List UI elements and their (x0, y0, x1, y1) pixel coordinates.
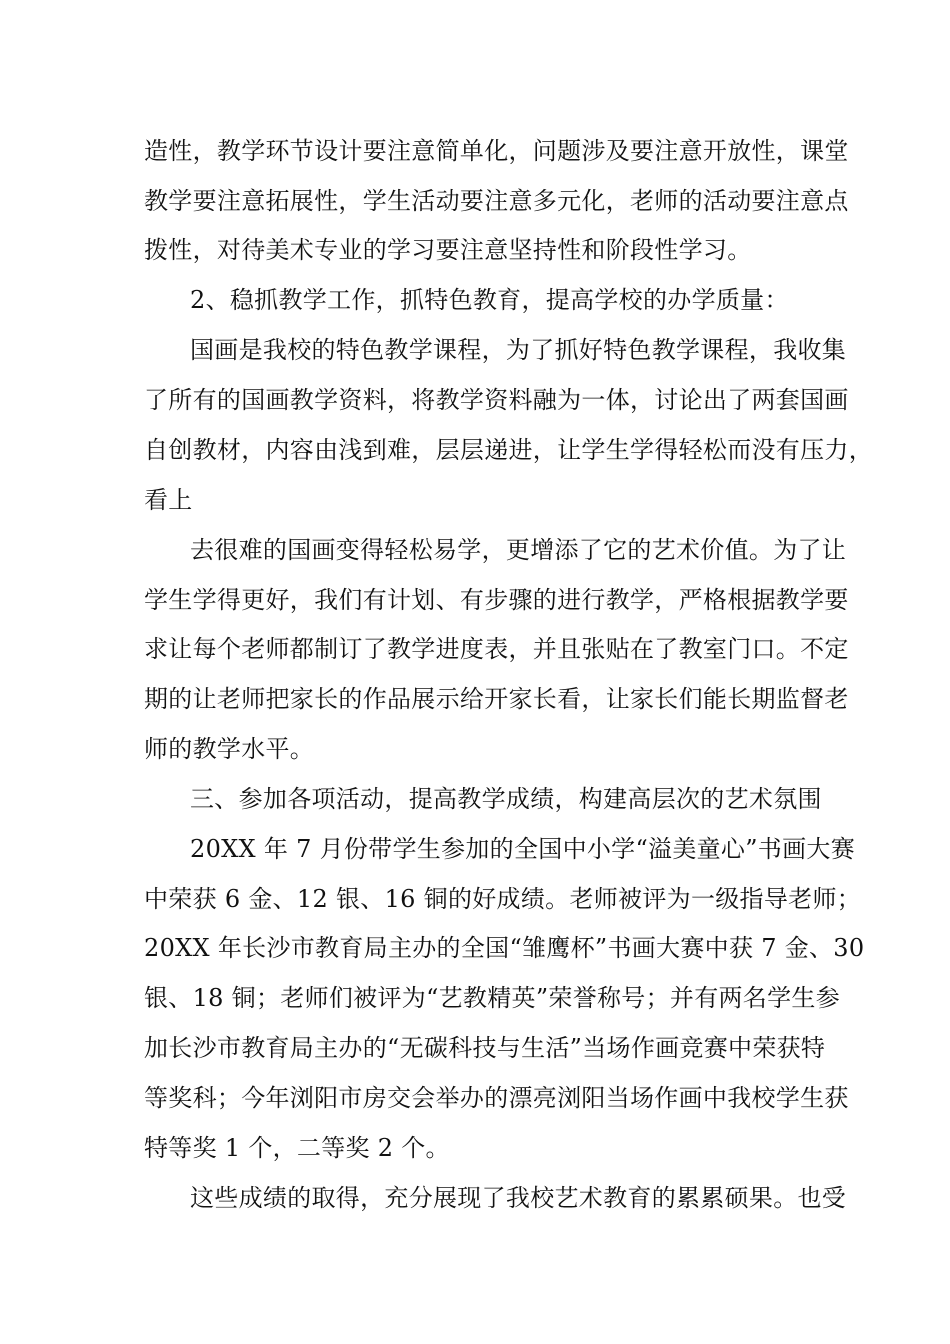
text-line: 造性，教学环节设计要注意简单化，问题涉及要注意开放性，课堂 (144, 137, 849, 165)
text-line: 学生学得更好，我们有计划、有步骤的进行教学，严格根据教学要 (144, 586, 849, 614)
text-line: 了所有的国画教学资料，将教学资料融为一体，讨论出了两套国画 (144, 386, 849, 414)
text-line: 看上 (144, 486, 193, 514)
text-line: 20XX 年长沙市教育局主办的全国“雏鹰杯”书画大赛中获 7 金、30 (144, 934, 865, 962)
text-line: 去很难的国画变得轻松易学，更增添了它的艺术价值。为了让 (190, 536, 847, 564)
text-line: 师的教学水平。 (144, 735, 315, 763)
text-line: 银、18 铜；老师们被评为“艺教精英”荣誉称号；并有两名学生参 (144, 984, 841, 1012)
text-line: 等奖科；今年浏阳市房交会举办的漂亮浏阳当场作画中我校学生获 (144, 1084, 849, 1112)
text-line: 特等奖 1 个，二等奖 2 个。 (144, 1134, 450, 1162)
text-line: 自创教材，内容由浅到难，层层递进，让学生学得轻松而没有压力， (144, 436, 873, 464)
text-line: 教学要注意拓展性，学生活动要注意多元化，老师的活动要注意点 (144, 187, 849, 215)
text-line: 20XX 年 7 月份带学生参加的全国中小学“溢美童心”书画大赛 (190, 835, 856, 863)
text-line: 国画是我校的特色教学课程，为了抓好特色教学课程，我收集 (190, 336, 847, 364)
section-heading: 2、稳抓教学工作，抓特色教育，提高学校的办学质量： (190, 286, 789, 314)
text-line: 拨性，对待美术专业的学习要注意坚持性和阶段性学习。 (144, 236, 752, 264)
text-line: 加长沙市教育局主办的“无碳科技与生活”当场作画竞赛中荣获特 (144, 1034, 826, 1062)
text-line: 这些成绩的取得，充分展现了我校艺术教育的累累硕果。也受 (190, 1184, 847, 1212)
section-heading: 三、参加各项活动，提高教学成绩，构建高层次的艺术氛围 (190, 785, 822, 813)
text-line: 求让每个老师都制订了教学进度表，并且张贴在了教室门口。不定 (144, 635, 849, 663)
text-line: 期的让老师把家长的作品展示给开家长看，让家长们能长期监督老 (144, 685, 849, 713)
text-line: 中荣获 6 金、12 银、16 铜的好成绩。老师被评为一级指导老师； (144, 885, 862, 913)
